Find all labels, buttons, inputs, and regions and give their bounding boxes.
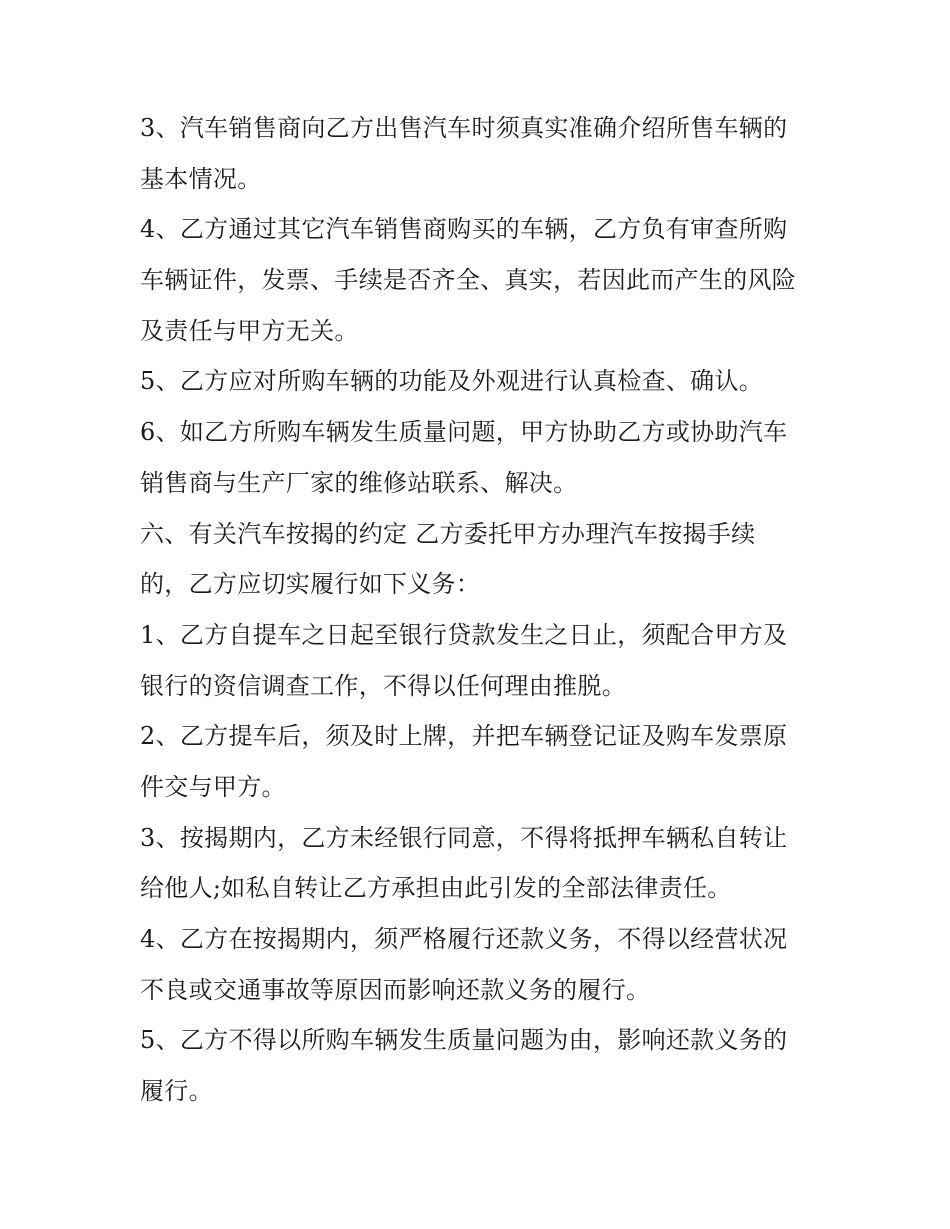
document-body <box>140 103 820 1117</box>
text-line: 4、乙方通过其它汽车销售商购买的车辆，乙方负有审查所购 <box>140 215 788 244</box>
text-line: 1、乙方自提车之日起至银行贷款发生之日止，须配合甲方及 <box>140 620 788 649</box>
text-line: 基本情况。 <box>140 164 262 193</box>
text-line: 银行的资信调查工作，不得以任何理由推脱。 <box>140 671 626 700</box>
text-line: 4、乙方在按揭期内，须严格履行还款义务，不得以经营状况 <box>140 925 788 953</box>
section-heading-line: 六、有关汽车按揭的约定 乙方委托甲方办理汽车按揭手续 <box>140 519 756 548</box>
text-line: 的，乙方应切实履行如下义务： <box>140 570 481 599</box>
text-line: 给他人;如私自转让乙方承担由此引发的全部法律责任。 <box>140 874 732 903</box>
text-line: 5、乙方不得以所购车辆发生质量问题为由，影响还款义务的 <box>140 1026 788 1055</box>
text-line: 2、乙方提车后，须及时上牌，并把车辆登记证及购车发票原 <box>140 722 788 751</box>
text-line: 履行。 <box>140 1077 213 1106</box>
text-line: 件交与甲方。 <box>140 772 286 801</box>
text-line: 3、汽车销售商向乙方出售汽车时须真实准确介绍所售车辆的 <box>140 114 788 142</box>
text-line: 3、按揭期内，乙方未经银行同意，不得将抵押车辆私自转让 <box>140 823 788 852</box>
text-line: 车辆证件，发票、手续是否齐全、真实，若因此而产生的风险 <box>140 266 797 295</box>
text-line: 5、乙方应对所购车辆的功能及外观进行认真检查、确认。 <box>140 367 764 396</box>
text-line: 销售商与生产厂家的维修站联系、解决。 <box>140 468 578 497</box>
text-line: 及责任与甲方无关。 <box>140 316 359 345</box>
text-line: 不良或交通事故等原因而影响还款义务的履行。 <box>140 975 651 1004</box>
text-line: 6、如乙方所购车辆发生质量问题，甲方协助乙方或协助汽车 <box>140 418 788 447</box>
